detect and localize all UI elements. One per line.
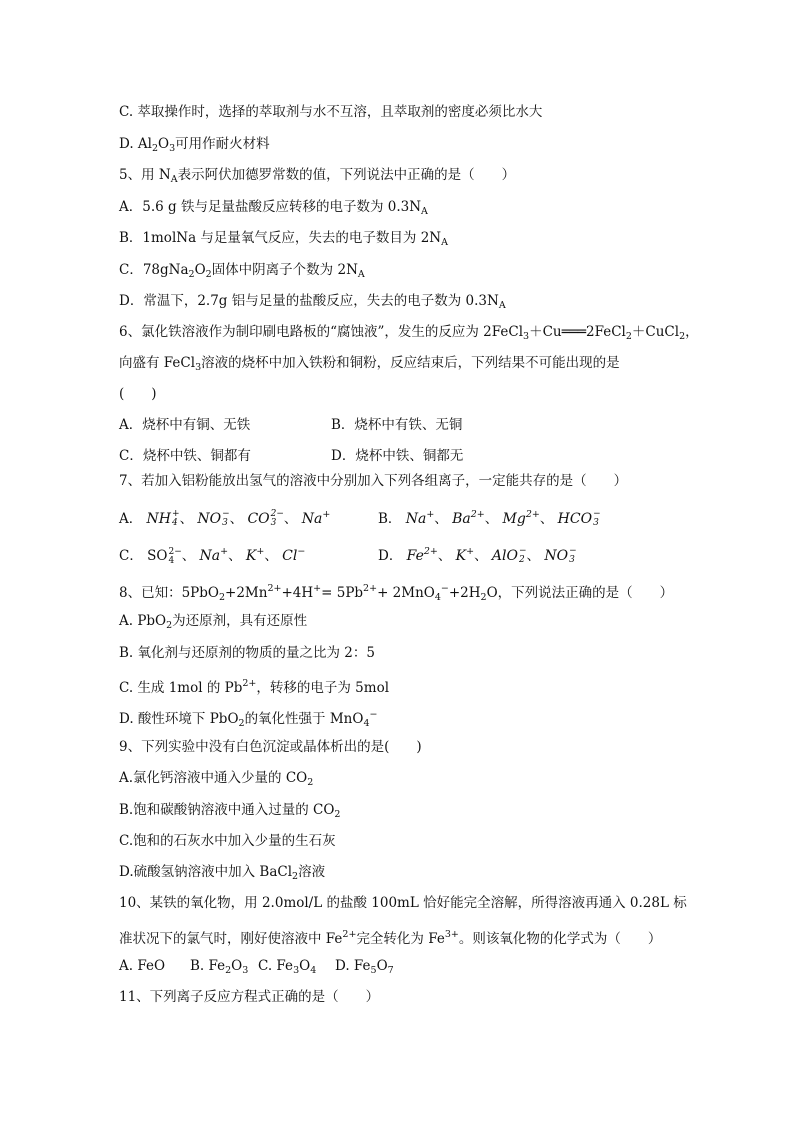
q8-option-c: C. 生成 1mol 的 $Pb^{2+}$，转移的电子为 5mol [119,678,390,696]
q10-stem-line1: 10、某铁的氧化物，用 2.0mol/L 的盐酸 100mL 恰好能完全溶解，所得溶液再通入 0.28L 标 [119,895,687,911]
q7-option-b: B． Na+、 $Ba^{2+}$、 $Mg^{2+}$、 HCO − 3 [378,509,601,528]
q4-option-c: C. 萃取操作时，选择的萃取剂与水不互溶，且萃取剂的密度必须比水大 [119,104,543,120]
q10-stem-line2: 准状况下的氯气时，刚好使溶液中 $Fe^{2+}$完全转化为 $Fe^{3+}$。则该氧化物的化学式为（ ） [119,929,662,947]
q9-option-a: A.氯化钙溶液中通入少量的 $CO_2$ [119,770,314,788]
q6-option-c: C．烧杯中铁、铜都有 [119,448,251,464]
q7-stem: 7、若加入铝粉能放出氢气的溶液中分别加入下列各组离子，一定能共存的是（ ） [119,473,628,489]
q9-option-b: B.饱和碳酸钠溶液中通入过量的 $CO_2$ [119,802,341,820]
q10-option-a: A. FeO [119,958,166,974]
q7-option-a: A． NH + 4 、 NO − 3 、 CO 2− 3 、 Na+ [119,509,331,528]
q6-stem-line1: 6、氯化铁溶液作为制印刷电路板的“腐蚀液”，发生的反应为 2FeCl$_3$＋Cu═══2FeCl$_2$＋CuCl$_2$， [119,324,699,342]
q8-stem: 8、已知：$5PbO_2+2Mn^{2+}+4H^+= 5Pb^{2+}+ 2MnO_4^-+2H_2O$，下列说法正确的是（ ） [119,583,674,603]
q7-option-c: C． SO 2− 4 、 Na+、 K+、 Cl− [119,546,306,566]
q6-option-d: D．烧杯中铁、铜都无 [331,448,464,464]
q6-stem-line2: 向盛有 FeCl$_3$溶液的烧杯中加入铁粉和铜粉，反应结束后，下列结果不可能出现的是 [119,355,620,373]
q5-option-c: C．$78gNa_2O_2$固体中阴离子个数为 $2N_A$ [119,262,365,280]
q11-stem: 11、下列离子反应方程式正确的是（ ） [119,989,380,1005]
q10-option-d: D. $Fe_5O_7$ [335,958,394,976]
q10-option-b: B. $Fe_2O_3$ [190,958,249,976]
q5-option-b: B．1molNa 与足量氧气反应，失去的电子数目为 $2N_A$ [119,230,448,248]
q5-option-d: D．常温下，2.7g 铝与足量的盐酸反应，失去的电子数为 $0.3N_A$ [119,293,506,311]
q8-option-d: D. 酸性环境下 PbO$_2$的氧化性强于 MnO$_4$− [119,709,378,729]
q6-answer-bracket: ( ) [119,386,157,402]
q7-option-d: D． $Fe^{2+}$、 K+、 AlO − 2 、 NO − 3 [378,546,577,565]
q9-option-c: C.饱和的石灰水中加入少量的生石灰 [119,833,336,849]
q4-option-d: D. $Al_2O_3$可用作耐火材料 [119,136,270,154]
q5-option-a: A．5.6 g 铁与足量盐酸反应转移的电子数为 $0.3N_A$ [119,199,428,217]
q9-option-d: D.硫酸氢钠溶液中加入 BaCl$_2$溶液 [119,864,326,882]
q6-option-b: B．烧杯中有铁、无铜 [331,417,463,433]
q8-option-a: A. PbO$_2$为还原剂，具有还原性 [119,613,308,631]
q6-option-a: A．烧杯中有铜、无铁 [119,417,251,433]
q9-stem: 9、下列实验中没有白色沉淀或晶体析出的是( ) [119,739,422,755]
q5-stem: 5、用 $N_A$表示阿伏加德罗常数的值，下列说法中正确的是（ ） [119,167,516,185]
q10-option-c: C. $Fe_3O_4$ [258,958,317,976]
q8-option-b: B. 氧化剂与还原剂的物质的量之比为 2：5 [119,645,375,661]
